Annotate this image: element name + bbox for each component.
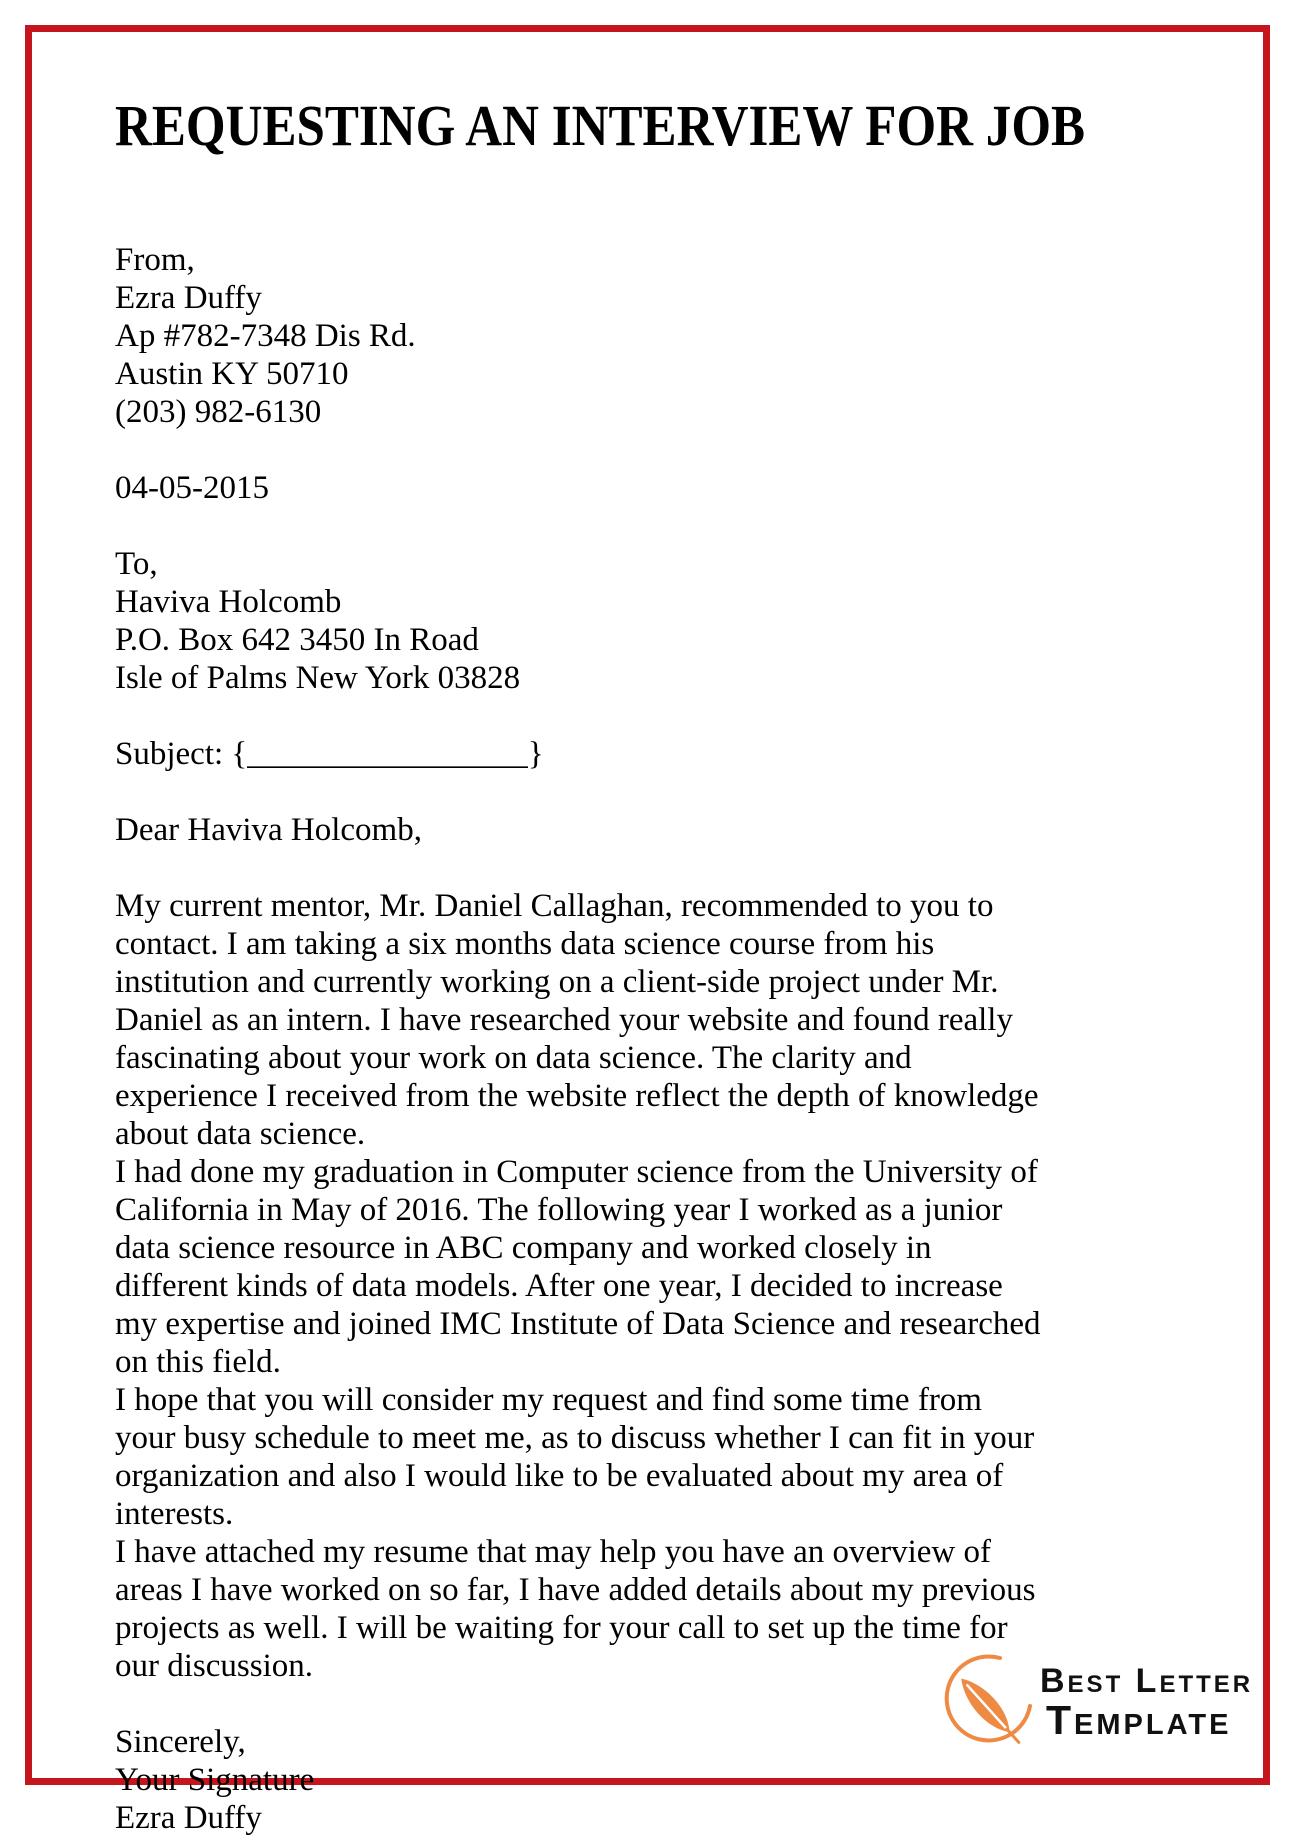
logo-line1: Best Letter [1040,1661,1254,1700]
letter-date: 04-05-2015 [115,470,269,506]
recipient-address-line1: P.O. Box 642 3450 In Road [115,622,479,658]
body-paragraph: I hope that you will consider my request and find some time from your busy schedule to meet me, as to discuss whether I can fit in your organization and also I would like to be evaluated about my area of interests. [115,1382,1035,1532]
recipient-address-line2: Isle of Palms New York 03828 [115,660,521,696]
sender-name: Ezra Duffy [115,280,262,316]
salutation: Dear Haviva Holcomb, [115,812,422,848]
page-title: REQUESTING AN INTERVIEW FOR JOB [115,93,1086,158]
to-block [115,545,1050,697]
feather-quill-icon [938,1651,1038,1756]
closing: Sincerely, [115,1724,246,1760]
signature-block [115,1723,1050,1837]
logo-text [1040,1661,1254,1744]
sender-address-line2: Austin KY 50710 [115,356,349,392]
body-paragraph: I have attached my resume that may help you have an overview of areas I have worked on so far, I have added details about my previous projects as well. I will be waiting for your call to set up the time for our discussion. [115,1534,1036,1684]
recipient-name: Haviva Holcomb [115,584,342,620]
signature-placeholder: Your Signature [115,1762,315,1798]
logo-line2: Template [1046,1697,1232,1744]
body-paragraph: I had done my graduation in Computer science from the University of California in May of 2016. The following year I worked as a junior data science resource in ABC company and worked closely in different kinds of data models. After one year, I decided to increase my expertise and joined IMC Institute of Data Science and researched on this field. [115,1154,1041,1380]
best-letter-template-logo [938,1648,1268,1758]
letter-body [115,887,1050,1685]
from-block [115,241,1050,431]
sender-phone: (203) 982-6130 [115,394,322,430]
letter-content [115,92,1086,1837]
subject-line: Subject: {_________________} [115,736,544,772]
body-paragraph: My current mentor, Mr. Daniel Callaghan, recommended to you to contact. I am taking a six months data science course from his institution and currently working on a client-side project under Mr. Daniel as an intern. I have researched your website and found really fascinating about your work on data science. The clarity and experience I received from the website reflect the depth of knowledge about data science. [115,888,1039,1152]
to-label: To, [115,546,158,582]
signature-name: Ezra Duffy [115,1800,262,1836]
from-label: From, [115,242,195,278]
sender-address-line1: Ap #782-7348 Dis Rd. [115,318,416,354]
